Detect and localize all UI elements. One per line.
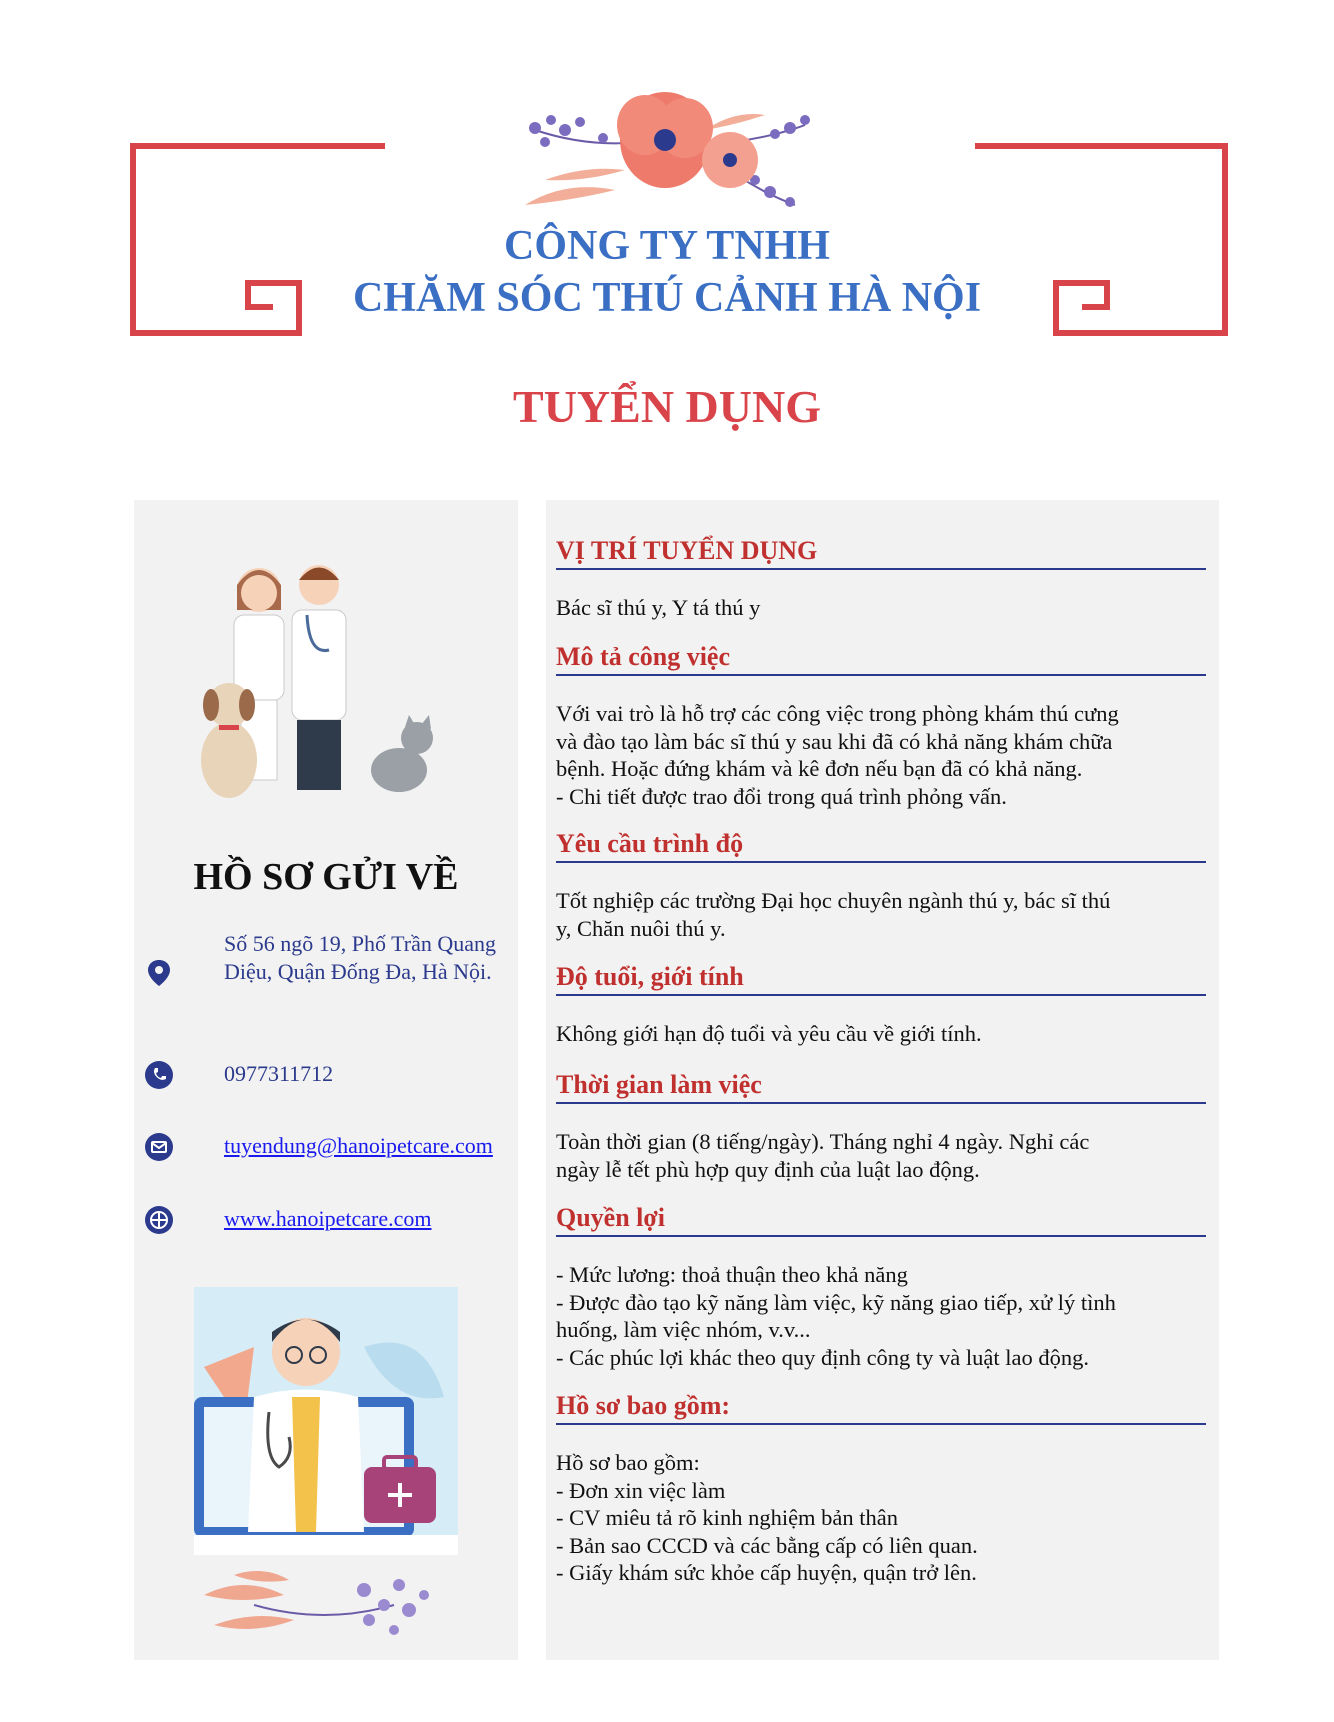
section-title: Hồ sơ bao gồm:: [556, 1391, 1206, 1425]
company-line-1: CÔNG TY TNHH: [504, 223, 830, 269]
recruitment-title: TUYỂN DỤNG: [513, 381, 821, 432]
section-position: [556, 536, 1206, 622]
company-line-2: CHĂM SÓC THÚ CẢNH HÀ NỘI: [352, 275, 982, 321]
location-pin-icon: [144, 958, 174, 988]
section-working-hours: [556, 1070, 1206, 1183]
email-row: [144, 1132, 514, 1164]
section-body: Bác sĩ thú y, Y tá thú y: [556, 595, 761, 620]
phone-row: [144, 1060, 514, 1092]
section-title: Mô tả công việc: [556, 642, 1206, 676]
section-body: Toàn thời gian (8 tiếng/ngày). Tháng nghỉ 4 ngày. Nghỉ các ngày lễ tết phù hợp quy định của luật lao động.: [556, 1129, 1090, 1182]
section-title: Quyền lợi: [556, 1203, 1206, 1237]
globe-icon: [144, 1205, 174, 1235]
email-link[interactable]: tuyendung@hanoipetcare.com: [224, 1133, 493, 1158]
section-body: Với vai trò là hỗ trợ các công việc trong phòng khám thú cưng và đào tạo làm bác sĩ thú y sau khi đã có khả năng khám chữa bệnh. Hoặc đứng khám và kê đơn nếu bạn đã có khả năng. - Chi tiết được trao đổi trong quá trình phỏng vấn.: [556, 701, 1119, 809]
email-icon: [144, 1132, 174, 1162]
section-job-description: [556, 642, 1206, 810]
section-title: Độ tuổi, giới tính: [556, 962, 1206, 996]
section-title: VỊ TRÍ TUYỂN DỤNG: [556, 536, 1206, 570]
job-details-panel: [546, 500, 1219, 1660]
cv-title: HỒ SƠ GỬI VỀ: [193, 856, 459, 898]
section-benefits: [556, 1203, 1206, 1371]
section-age-gender: [556, 962, 1206, 1048]
floral-decoration-bottom: [194, 1565, 464, 1650]
floral-decoration-top: [505, 70, 835, 220]
section-title: Yêu cầu trình độ: [556, 829, 1206, 863]
contact-panel: [134, 500, 518, 1660]
website-row: [144, 1205, 514, 1237]
section-body: Hồ sơ bao gồm: - Đơn xin việc làm - CV miêu tả rõ kinh nghiệm bản thân - Bản sao CCCD và các bằng cấp có liên quan. - Giấy khám sức khỏe cấp huyện, quận trở lên.: [556, 1450, 978, 1585]
company-title: [0, 220, 1334, 324]
section-qualifications: [556, 829, 1206, 942]
phone-icon: [144, 1060, 174, 1090]
phone-text: 0977311712: [224, 1061, 334, 1086]
online-doctor-illustration: [194, 1287, 458, 1555]
section-documents: [556, 1391, 1206, 1587]
section-body: Tốt nghiệp các trường Đại học chuyên ngành thú y, bác sĩ thú y, Chăn nuôi thú y.: [556, 888, 1111, 941]
vet-team-illustration: [189, 555, 459, 810]
website-link[interactable]: www.hanoipetcare.com: [224, 1206, 432, 1231]
section-title: Thời gian làm việc: [556, 1070, 1206, 1104]
address-text: Số 56 ngõ 19, Phố Trần Quang Diệu, Quận Đống Đa, Hà Nội.: [224, 931, 496, 984]
address-row: [144, 930, 514, 1020]
section-body: Không giới hạn độ tuổi và yêu cầu về giới tính.: [556, 1021, 982, 1046]
section-body: - Mức lương: thoả thuận theo khả năng - Được đào tạo kỹ năng làm việc, kỹ năng giao tiếp, xử lý tình huống, làm việc nhóm, v.v... - Các phúc lợi khác theo quy định công ty và luật lao động.: [556, 1262, 1116, 1370]
